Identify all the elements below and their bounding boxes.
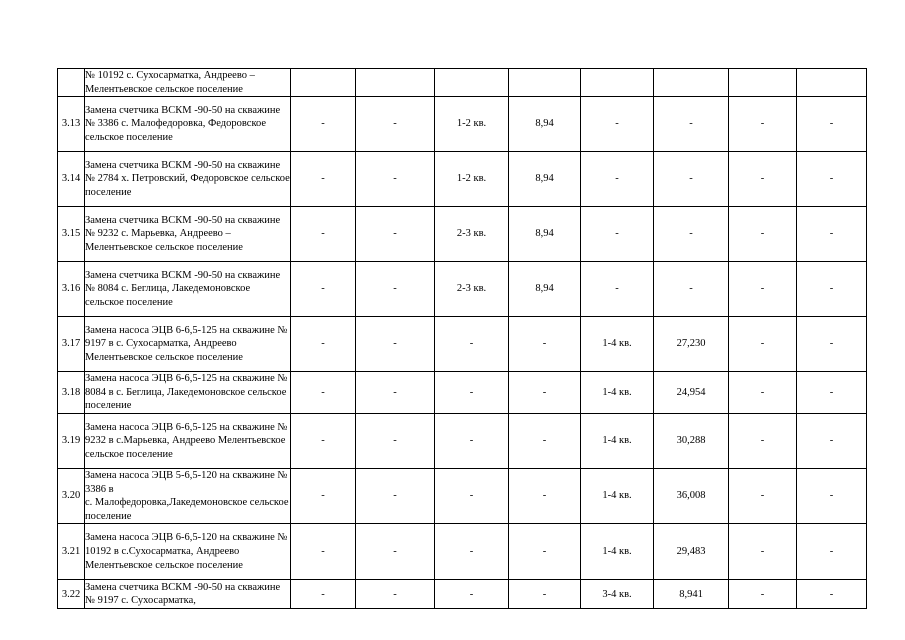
value-cell-c6: - [654, 207, 729, 262]
value-cell-c8: - [797, 207, 867, 262]
value-cell-c7: - [729, 262, 797, 317]
value-cell-c8 [797, 69, 867, 97]
value-cell-c2 [356, 69, 435, 97]
value-cell-c1: - [291, 207, 356, 262]
row-number: 3.17 [58, 317, 85, 372]
table-row [58, 207, 867, 262]
table-row [58, 97, 867, 152]
value-cell-c7: - [729, 317, 797, 372]
row-number: 3.13 [58, 97, 85, 152]
value-cell-c3: - [435, 413, 509, 468]
value-cell-c3: - [435, 524, 509, 580]
value-cell-c2: - [356, 580, 435, 609]
value-cell-c5: - [581, 262, 654, 317]
value-cell-c4: 8,94 [509, 207, 581, 262]
value-cell-c3: - [435, 317, 509, 372]
row-number: 3.15 [58, 207, 85, 262]
value-cell-c5: 1-4 кв. [581, 524, 654, 580]
value-cell-c7: - [729, 524, 797, 580]
row-number: 3.21 [58, 524, 85, 580]
value-cell-c4: 8,94 [509, 152, 581, 207]
value-cell-c7: - [729, 580, 797, 609]
value-cell-c8: - [797, 580, 867, 609]
value-cell-c5: 1-4 кв. [581, 317, 654, 372]
value-cell-c2: - [356, 207, 435, 262]
table-row [58, 372, 867, 414]
value-cell-c5: - [581, 97, 654, 152]
value-cell-c6 [654, 69, 729, 97]
table-row [58, 413, 867, 468]
value-cell-c1: - [291, 317, 356, 372]
value-cell-c1: - [291, 580, 356, 609]
value-cell-c3: - [435, 372, 509, 414]
table-row [58, 152, 867, 207]
value-cell-c6: 29,483 [654, 524, 729, 580]
value-cell-c4: 8,94 [509, 262, 581, 317]
value-cell-c8: - [797, 317, 867, 372]
value-cell-c1 [291, 69, 356, 97]
value-cell-c1: - [291, 152, 356, 207]
work-description: Замена насоса ЭЦВ 6-6,5-125 на скважине № 9197 в с. Сухосарматка, Андреево Мелентьевское сельское поселение [85, 317, 291, 372]
value-cell-c7: - [729, 413, 797, 468]
value-cell-c5: 1-4 кв. [581, 413, 654, 468]
row-number: 3.14 [58, 152, 85, 207]
value-cell-c5: - [581, 152, 654, 207]
value-cell-c1: - [291, 262, 356, 317]
row-number: 3.22 [58, 580, 85, 609]
table-body [58, 69, 867, 609]
work-description: Замена насоса ЭЦВ 5-6,5-120 на скважине № 3386 в с. Малофедоровка,Лакедемоновское сельское поселение [85, 468, 291, 523]
value-cell-c4: - [509, 413, 581, 468]
value-cell-c2: - [356, 97, 435, 152]
value-cell-c6: - [654, 262, 729, 317]
value-cell-c6: 36,008 [654, 468, 729, 523]
value-cell-c2: - [356, 152, 435, 207]
value-cell-c2: - [356, 262, 435, 317]
work-description: Замена счетчика ВСКМ -90-50 на скважине № 2784 х. Петровский, Федоровское сельское поселение [85, 152, 291, 207]
table-row [58, 468, 867, 523]
value-cell-c3: - [435, 468, 509, 523]
value-cell-c6: - [654, 152, 729, 207]
value-cell-c8: - [797, 524, 867, 580]
row-number [58, 69, 85, 97]
work-description: № 10192 с. Сухосарматка, Андреево –Мелентьевское сельское поселение [85, 69, 291, 97]
work-description: Замена счетчика ВСКМ -90-50 на скважине № 9197 с. Сухосарматка, [85, 580, 291, 609]
value-cell-c3: - [435, 580, 509, 609]
value-cell-c7: - [729, 97, 797, 152]
table-row [58, 524, 867, 580]
value-cell-c2: - [356, 468, 435, 523]
work-description: Замена счетчика ВСКМ -90-50 на скважине № 3386 с. Малофедоровка, Федоровское сельское поселение [85, 97, 291, 152]
value-cell-c4: - [509, 524, 581, 580]
value-cell-c6: 30,288 [654, 413, 729, 468]
value-cell-c4: - [509, 468, 581, 523]
value-cell-c3: 2-3 кв. [435, 262, 509, 317]
table-row [58, 262, 867, 317]
value-cell-c2: - [356, 372, 435, 414]
table-row [58, 317, 867, 372]
value-cell-c8: - [797, 372, 867, 414]
value-cell-c7 [729, 69, 797, 97]
works-table [57, 68, 867, 609]
value-cell-c8: - [797, 413, 867, 468]
value-cell-c6: 24,954 [654, 372, 729, 414]
value-cell-c4: - [509, 317, 581, 372]
value-cell-c1: - [291, 97, 356, 152]
work-description: Замена насоса ЭЦВ 6-6,5-125 на скважине № 8084 в с. Беглица, Лакедемоновское сельское поселение [85, 372, 291, 414]
work-description: Замена насоса ЭЦВ 6-6,5-120 на скважине № 10192 в с.Сухосарматка, Андреево Мелентьевское сельское поселение [85, 524, 291, 580]
value-cell-c8: - [797, 152, 867, 207]
value-cell-c5: 3-4 кв. [581, 580, 654, 609]
value-cell-c8: - [797, 97, 867, 152]
value-cell-c5: - [581, 207, 654, 262]
table-row [58, 580, 867, 609]
value-cell-c7: - [729, 372, 797, 414]
value-cell-c2: - [356, 317, 435, 372]
value-cell-c8: - [797, 468, 867, 523]
value-cell-c6: - [654, 97, 729, 152]
value-cell-c7: - [729, 152, 797, 207]
value-cell-c7: - [729, 468, 797, 523]
value-cell-c3 [435, 69, 509, 97]
work-description: Замена счетчика ВСКМ -90-50 на скважине № 9232 с. Марьевка, Андреево – Мелентьевское сельское поселение [85, 207, 291, 262]
value-cell-c7: - [729, 207, 797, 262]
value-cell-c4: - [509, 372, 581, 414]
value-cell-c4 [509, 69, 581, 97]
value-cell-c4: 8,94 [509, 97, 581, 152]
value-cell-c5: 1-4 кв. [581, 372, 654, 414]
value-cell-c6: 8,941 [654, 580, 729, 609]
value-cell-c6: 27,230 [654, 317, 729, 372]
value-cell-c1: - [291, 372, 356, 414]
work-description: Замена счетчика ВСКМ -90-50 на скважине № 8084 с. Беглица, Лакедемоновское сельское поселение [85, 262, 291, 317]
table-row [58, 69, 867, 97]
value-cell-c2: - [356, 413, 435, 468]
value-cell-c5 [581, 69, 654, 97]
value-cell-c2: - [356, 524, 435, 580]
value-cell-c5: 1-4 кв. [581, 468, 654, 523]
value-cell-c8: - [797, 262, 867, 317]
value-cell-c3: 2-3 кв. [435, 207, 509, 262]
work-description: Замена насоса ЭЦВ 6-6,5-125 на скважине № 9232 в с.Марьевка, Андреево Мелентьевское сельское поселение [85, 413, 291, 468]
value-cell-c3: 1-2 кв. [435, 97, 509, 152]
value-cell-c1: - [291, 524, 356, 580]
value-cell-c1: - [291, 468, 356, 523]
row-number: 3.16 [58, 262, 85, 317]
row-number: 3.18 [58, 372, 85, 414]
row-number: 3.20 [58, 468, 85, 523]
value-cell-c3: 1-2 кв. [435, 152, 509, 207]
value-cell-c4: - [509, 580, 581, 609]
value-cell-c1: - [291, 413, 356, 468]
row-number: 3.19 [58, 413, 85, 468]
